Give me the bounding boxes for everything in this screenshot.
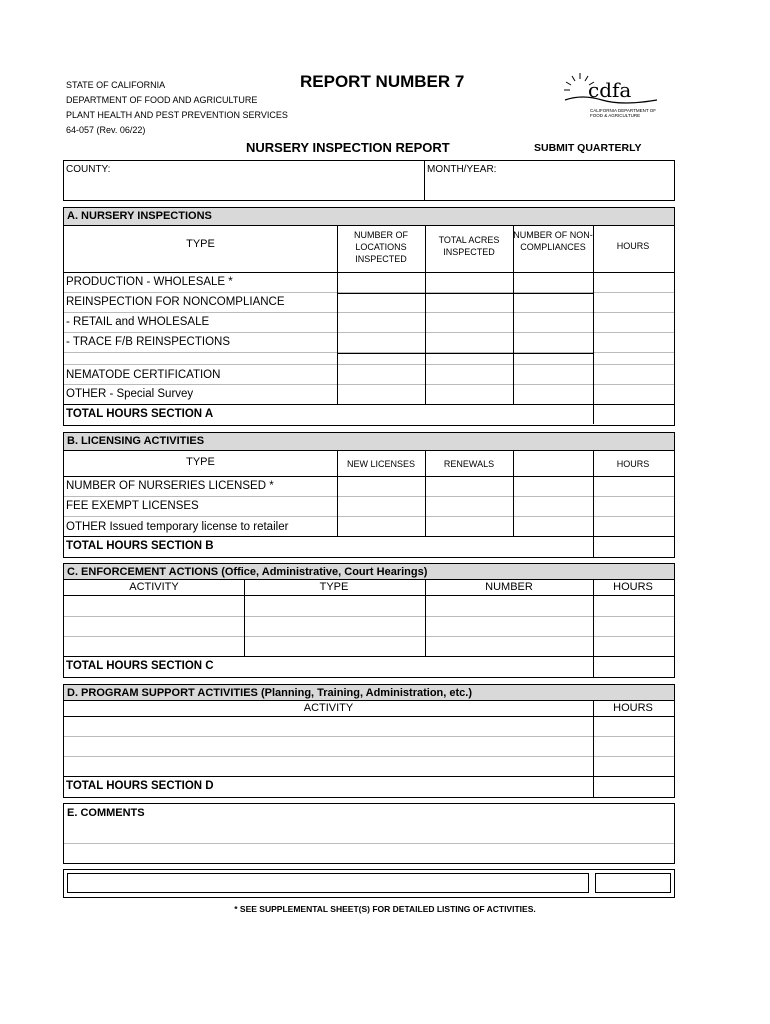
county-field[interactable] (64, 161, 425, 200)
table-row (64, 717, 674, 737)
hours-column[interactable] (593, 451, 594, 557)
table-row (64, 333, 674, 353)
hours-column[interactable] (593, 701, 594, 797)
comment-line[interactable] (64, 844, 674, 863)
section-a-header-row (64, 226, 674, 273)
acres-header: TOTAL ACRES INSPECTED (438, 235, 500, 257)
noncompliance-header: NUMBER OF NON- COMPLIANCES (513, 230, 593, 252)
table-row (64, 497, 674, 517)
grand-total-hours-field[interactable] (595, 873, 671, 893)
divider (337, 353, 593, 354)
table-row (64, 293, 674, 313)
noncompliance-column[interactable] (513, 226, 514, 405)
hours-header: HOURS (616, 241, 650, 251)
table-row (64, 353, 674, 365)
table-row (64, 637, 674, 657)
logo-subtext: CALIFORNIA DEPARTMENT OF FOOD & AGRICULTURE (590, 108, 657, 118)
row-label: OTHER - Special Survey (66, 388, 194, 400)
total-row-c (64, 657, 674, 677)
grand-total-label-field[interactable] (67, 873, 589, 893)
table-row (64, 313, 674, 333)
total-row-a (64, 405, 674, 424)
total-label: TOTAL HOURS SECTION C (66, 660, 214, 672)
logo-text: cdfa (588, 78, 632, 102)
divider (337, 293, 593, 294)
section-d-title: D. PROGRAM SUPPORT ACTIVITIES (Planning, Training, Administration, etc.) (64, 685, 674, 701)
acres-column[interactable] (425, 226, 426, 405)
form-title: NURSERY INSPECTION REPORT (246, 140, 450, 155)
row-label: PRODUCTION - WHOLESALE * (66, 276, 233, 288)
hours-header: HOURS (613, 702, 653, 714)
renewals-column[interactable] (425, 451, 426, 537)
section-b-title: B. LICENSING ACTIVITIES (64, 433, 674, 451)
table-row (64, 273, 674, 293)
row-label: - RETAIL and WHOLESALE (66, 316, 210, 328)
table-row (64, 365, 674, 385)
table-row (64, 737, 674, 757)
locations-header: NUMBER OF LOCATIONS INSPECTED (354, 230, 408, 264)
department-label: DEPARTMENT OF FOOD AND AGRICULTURE (66, 95, 258, 105)
month-year-label: MONTH/YEAR: (427, 164, 497, 175)
number-header: NUMBER (485, 581, 533, 593)
total-label: TOTAL HOURS SECTION B (66, 540, 214, 552)
table-row (64, 617, 674, 637)
section-c (63, 563, 675, 678)
state-label: STATE OF CALIFORNIA (66, 80, 166, 90)
footer-note: * SEE SUPPLEMENTAL SHEET(S) FOR DETAILED LISTING OF ACTIVITIES. (234, 904, 536, 914)
month-year-field[interactable] (425, 161, 674, 200)
type-header: TYPE (186, 238, 215, 250)
report-number: REPORT NUMBER 7 (300, 72, 465, 91)
table-row (64, 757, 674, 777)
section-a-title: A. NURSERY INSPECTIONS (64, 208, 674, 226)
total-label: TOTAL HOURS SECTION D (66, 780, 214, 792)
type-column[interactable] (244, 580, 245, 657)
county-label: COUNTY: (66, 164, 111, 175)
activity-header: ACTIVITY (129, 581, 179, 593)
number-column[interactable] (425, 580, 426, 657)
renewals-header: RENEWALS (443, 459, 495, 469)
new-licenses-header: NEW LICENSES (346, 459, 415, 469)
row-label: NUMBER OF NURSERIES LICENSED * (66, 480, 274, 492)
section-a (63, 207, 675, 426)
row-label: REINSPECTION FOR NONCOMPLIANCE (66, 296, 285, 308)
locations-column[interactable] (337, 226, 338, 405)
section-d-header-row (64, 701, 674, 717)
table-row (64, 385, 674, 405)
row-label: - TRACE F/B REINSPECTIONS (66, 336, 231, 348)
table-row (64, 477, 674, 497)
form-number: 64-057 (Rev. 06/22) (66, 125, 146, 135)
section-c-header-row (64, 580, 674, 596)
section-b (63, 432, 675, 558)
total-label: TOTAL HOURS SECTION A (66, 408, 214, 420)
hours-header: HOURS (616, 459, 650, 469)
new-licenses-column[interactable] (337, 451, 338, 537)
section-e-title: E. COMMENTS (67, 807, 145, 819)
hours-header: HOURS (613, 581, 653, 593)
hours-column[interactable] (593, 226, 594, 424)
row-label: FEE EXEMPT LICENSES (66, 500, 199, 512)
comment-line[interactable] (64, 824, 674, 844)
activity-header: ACTIVITY (303, 702, 354, 714)
cdfa-logo (562, 70, 672, 120)
section-c-title: C. ENFORCEMENT ACTIONS (Office, Administrative, Court Hearings) (64, 564, 674, 580)
table-row (64, 596, 674, 617)
type-header: TYPE (319, 581, 349, 593)
grand-total-box (63, 869, 675, 898)
section-d (63, 684, 675, 798)
submit-quarterly: SUBMIT QUARTERLY (534, 142, 642, 154)
table-row (64, 517, 674, 537)
section-e (63, 803, 675, 864)
row-label: OTHER Issued temporary license to retailer (66, 521, 289, 533)
total-row-d (64, 777, 674, 797)
blank-column[interactable] (513, 451, 514, 537)
row-label: NEMATODE CERTIFICATION (66, 369, 221, 381)
section-b-header-row (64, 451, 674, 477)
hours-column[interactable] (593, 580, 594, 677)
division-label: PLANT HEALTH AND PEST PREVENTION SERVICES (66, 110, 288, 120)
type-header: TYPE (186, 456, 215, 468)
total-row-b (64, 537, 674, 557)
county-month-box (63, 160, 675, 201)
